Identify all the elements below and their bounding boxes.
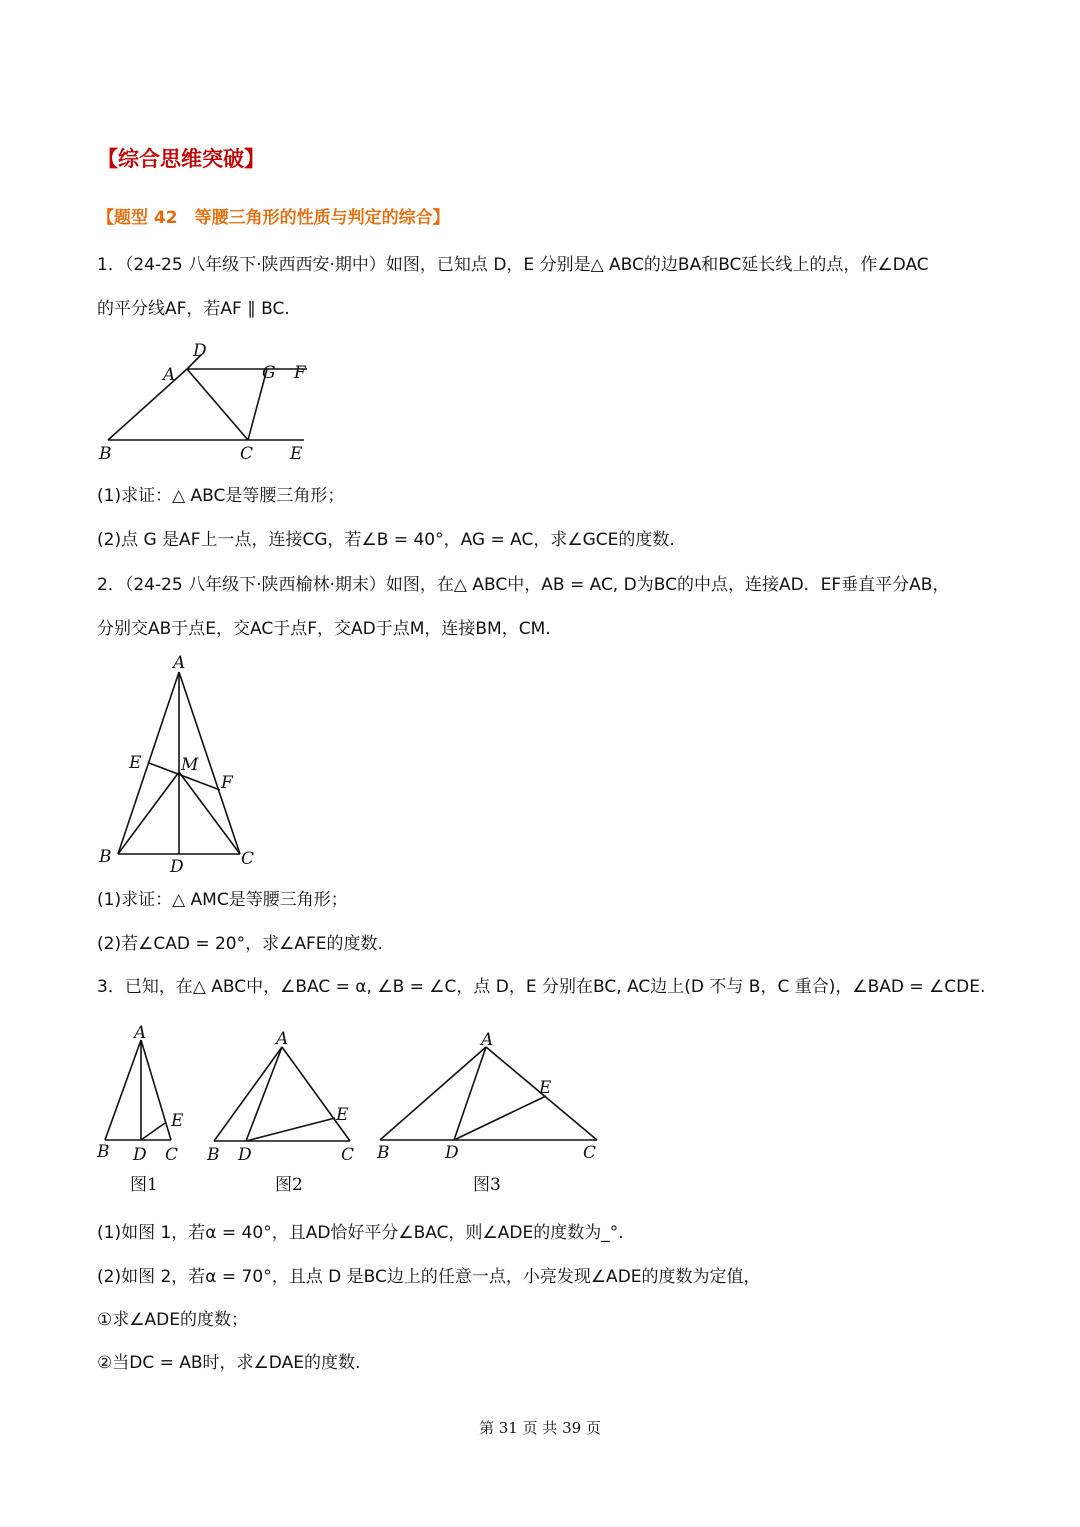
q2-figure <box>95 650 275 875</box>
q3-fig2-label-e: E <box>336 1105 349 1125</box>
q3-fig2-label-d: D <box>238 1145 252 1165</box>
q1-label-d: D <box>193 341 207 361</box>
q1-figure <box>95 342 335 462</box>
q2-stem-line-2: 分别交AB于点E，交AC于点F，交AD于点M，连接BM，CM. <box>97 619 551 639</box>
q3-fig1-label-d: D <box>133 1145 147 1165</box>
q2-part-1: (1)求证：△ AMC是等腰三角形； <box>97 890 348 910</box>
q1-label-a: A <box>163 365 176 385</box>
q3-fig1-label-c: C <box>165 1145 179 1165</box>
q2-label-b: B <box>99 847 112 867</box>
q3-figure-1 <box>95 1020 195 1200</box>
q3-fig3-label-b: B <box>377 1143 390 1163</box>
q3-fig3-label-e: E <box>539 1078 552 1098</box>
q3-fig2-label-b: B <box>207 1145 220 1165</box>
q3-fig3-caption: 图3 <box>473 1175 501 1195</box>
q1-label-g: G <box>262 363 276 383</box>
q2-label-f: F <box>221 773 233 793</box>
q3-figure-2 <box>202 1020 362 1200</box>
q1-part-2: (2)点 G 是AF上一点，连接CG，若∠B = 40°，AG = AC，求∠GCE的度数. <box>97 530 675 550</box>
q2-label-c: C <box>241 849 255 869</box>
q1-stem-line-1: 1．（24-25 八年级下·陕西西安·期中）如图，已知点 D，E 分别是△ ABC的边BA和BC延长线上的点，作∠DAC <box>97 255 929 275</box>
q3-part-1: (1)如图 1，若α = 40°，且AD恰好平分∠BAC，则∠ADE的度数为_°. <box>97 1223 624 1243</box>
q3-fig3-label-a: A <box>481 1030 494 1050</box>
q3-fig3-label-d: D <box>445 1143 459 1163</box>
q2-label-e: E <box>129 753 142 773</box>
q2-label-d: D <box>170 857 184 877</box>
q3-fig2-label-c: C <box>341 1145 355 1165</box>
q1-label-e: E <box>290 444 303 464</box>
q3-fig2-caption: 图2 <box>275 1175 303 1195</box>
q3-part-2: (2)如图 2，若α = 70°，且点 D 是BC边上的任意一点，小亮发现∠ADE的度数为定值， <box>97 1267 761 1287</box>
q2-label-a: A <box>173 653 186 673</box>
q1-label-c: C <box>240 444 254 464</box>
q3-fig1-label-e: E <box>171 1111 184 1131</box>
q3-fig1-label-b: B <box>97 1142 110 1162</box>
q1-part-1: (1)求证：△ ABC是等腰三角形； <box>97 486 345 506</box>
q3-fig3-label-c: C <box>583 1143 597 1163</box>
q3-sub-2: ②当DC = AB时，求∠DAE的度数. <box>97 1353 361 1373</box>
q3-fig1-caption: 图1 <box>130 1175 158 1195</box>
q2-label-m: M <box>181 755 199 775</box>
q3-figure-3 <box>372 1020 612 1200</box>
q2-part-2: (2)若∠CAD = 20°，求∠AFE的度数. <box>97 934 383 954</box>
q3-fig1-label-a: A <box>134 1023 147 1043</box>
q2-stem-line-1: 2．（24-25 八年级下·陕西榆林·期末）如图，在△ ABC中，AB = AC, D为BC的中点，连接AD．EF垂直平分AB， <box>97 575 950 595</box>
question-type-title: 【题型 42 等腰三角形的性质与判定的综合】 <box>97 208 450 228</box>
q3-sub-1: ①求∠ADE的度数； <box>97 1310 248 1330</box>
q1-stem-line-2: 的平分线AF，若AF ∥ BC. <box>97 299 290 319</box>
page-footer: 第 31 页 共 39 页 <box>478 1419 601 1437</box>
q3-fig2-label-a: A <box>276 1029 289 1049</box>
q1-label-b: B <box>99 444 112 464</box>
q1-label-f: F <box>294 363 306 383</box>
section-title: 【综合思维突破】 <box>97 147 265 171</box>
q3-stem: 3．已知，在△ ABC中，∠BAC = α, ∠B = ∠C，点 D，E 分别在BC, AC边上(D 不与 B，C 重合)，∠BAD = ∠CDE. <box>97 977 986 997</box>
